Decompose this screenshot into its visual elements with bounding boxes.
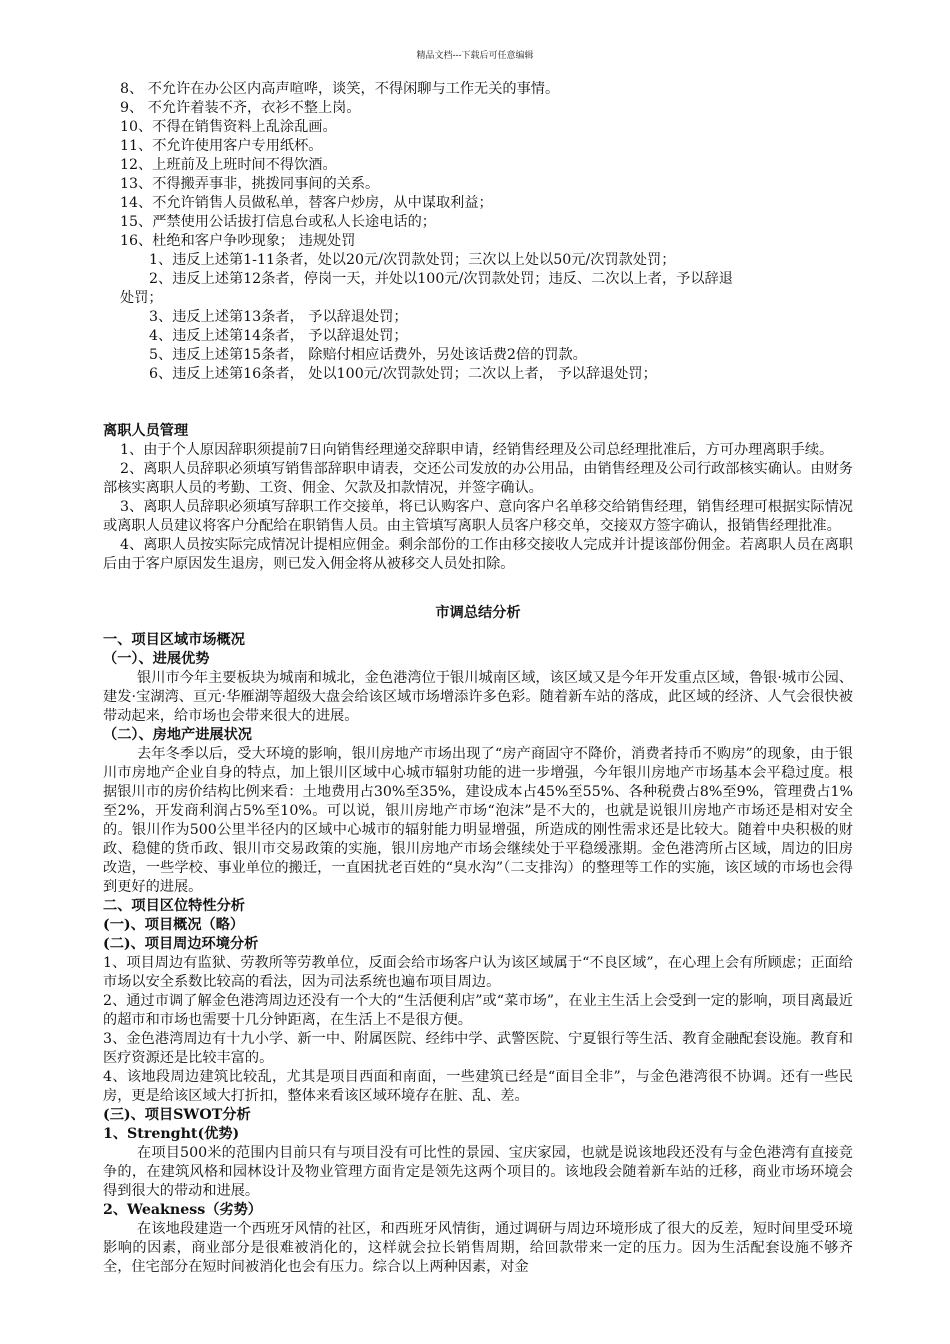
resign-item: 2、离职人员辞职必须填写销售部辞职申请表，交还公司发放的办公用品，由销售经理及公司行政部核实确认。由财务部核实离职人员的考勤、工资、佣金、欠款及扣款情况，并签字确认。 — [103, 461, 853, 496]
rule-item: 14、不允许销售人员做私单，替客户炒房，从中谋取利益； — [120, 195, 493, 211]
page-header: 精品文档---下载后可任意编辑 — [416, 51, 534, 61]
rules-list — [103, 80, 853, 251]
penalty-item: 4、违反上述第14条者， 予以辞退处罚； — [149, 328, 408, 344]
resign-item: 1、由于个人原因辞职须提前7日向销售经理递交辞职申请，经销售经理及公司总经理批准后，方可办理离职手续。 — [120, 442, 834, 458]
swot-strength-text: 在项目500米的范围内目前只有与项目没有可比性的景园、宝庆家园，也就是说该地段还没有与金色港湾有直接竞争的，在建筑风格和园林设计及物业管理方面肯定是领先这两个项目的。该地段会随着新车站的迁移，商业市场环境会得到很大的带动和进展。 — [103, 1145, 853, 1199]
paragraph-advantage: 银川市今年主要板块为城南和城北，金色港湾位于银川城南区域，该区域又是今年开发重点区域，鲁银·城市公园、建发·宝湖湾、亘元·华雁湖等超级大盘会给该区域市场增添许多色彩。随着新车站的落成，此区域的经济、人气会很快被带动起来，给市场也会带来很大的进展。 — [103, 670, 853, 724]
rule-item: 11、不允许使用客户专用纸杯。 — [120, 138, 323, 154]
penalty-item: 6、违反上述第16条者， 处以100元/次罚款处罚；二次以上者， 予以辞退处罚； — [149, 366, 657, 382]
penalty-item: 3、违反上述第13条者， 予以辞退处罚； — [149, 309, 408, 325]
rule-item: 8、 不允许在办公区内高声喧哗，谈笑，不得闲聊与工作无关的事情。 — [120, 81, 560, 97]
rule-item: 10、不得在销售资料上乱涂乱画。 — [120, 119, 337, 135]
rule-item: 9、 不允许着装不齐，衣衫不整上岗。 — [120, 100, 361, 116]
resign-item: 4、离职人员按实际完成情况计提相应佣金。剩余部份的工作由移交接收人完成并计提该部份佣金。若离职人员在离职后由于客户原因发生退房，则已发入佣金将从被移交人员处扣除。 — [103, 537, 853, 572]
penalty-item: 1、违反上述第1-11条者，处以20元/次罚款处罚；三次以上处以50元/次罚款处罚； — [149, 252, 676, 268]
subheading-environment: (二)、项目周边环境分析 — [103, 936, 259, 952]
subheading-advantage: （一）、进展优势 — [103, 651, 210, 667]
penalty-item-continuation: 处罚； — [120, 290, 163, 306]
penalty-item: 2、违反上述第12条者，停岗一天，并处以100元/次罚款处罚；违反、二次以上者，予以辞退 — [149, 271, 733, 287]
penalty-item: 5、违反上述第15条者， 除赔付相应话费外，另处该话费2倍的罚款。 — [149, 347, 587, 363]
rule-item: 16、杜绝和客户争吵现象； 违规处罚 — [120, 233, 356, 249]
subheading-realestate: （二）、房地产进展状况 — [103, 727, 252, 743]
environment-item: 4、该地段周边建筑比较乱，尤其是项目西面和南面，一些建筑已经是“面目全非”，与金色港湾很不协调。还有一些民房，更是给该区域大打折扣，整体来看该区域环境存在脏、乱、差。 — [103, 1069, 853, 1104]
section-title-resign: 离职人员管理 — [103, 423, 189, 439]
rule-item: 12、上班前及上班时间不得饮酒。 — [120, 157, 337, 173]
paragraph-realestate: 去年冬季以后，受大环境的影响，银川房地产市场出现了“房产商固守不降价，消费者持币不购房”的现象，由于银川市房地产企业自身的特点，加上银川区域中心城市辐射功能的进一步增强，今年银川房地产市场基本会平稳过度。根据银川市的房价结构比例来看：土地费用占30%至35%，建设成本占45%至55%、各种税费占8%至9%，管理费占1%至2%，开发商利润占5%至10%。可以说，银川房地产市场“泡沫”是不大的，也就是说银川房地产市场还是相对安全的。银川作为500公里半径内的区域中心城市的辐射能力明显增强，所造成的刚性需求还是比较大。随着中央积极的财政、稳健的货币政、银川市交易政策的实施，银川房地产市场会继续处于平稳缓涨期。金色港湾所占区域，周边的旧房改造，一些学校、事业单位的搬迁，一直困扰老百姓的“臭水沟”（二支排沟）的整理等工作的实施，该区域的市场也会得到更好的进展。 — [103, 746, 853, 895]
swot-strength-title: 1、Strenght(优势) — [103, 1126, 240, 1142]
section-title-survey: 市调总结分析 — [435, 605, 521, 621]
document-body — [103, 80, 853, 1277]
heading-market-overview: 一、项目区域市场概况 — [103, 632, 245, 648]
environment-item: 2、通过市调了解金色港湾周边还没有一个大的“生活便利店”或“菜市场”，在业主生活上会受到一定的影响，项目离最近的超市和市场也需要十几分钟距离，在生活上不是很方便。 — [103, 993, 853, 1028]
rule-item: 13、不得搬弄事非，挑拨同事间的关系。 — [120, 176, 380, 192]
heading-location-analysis: 二、项目区位特性分析 — [103, 898, 245, 914]
rule-item: 15、严禁使用公话拔打信息台或私人长途电话的； — [120, 214, 436, 230]
swot-weakness-title: 2、Weakness（劣势） — [103, 1202, 262, 1218]
subheading-project-overview: (一)、项目概况（略） — [103, 917, 245, 933]
swot-weakness-text: 在该地段建造一个西班牙风情的社区，和西班牙风情街，通过调研与周边环境形成了很大的反差，短时间里受环境影响的因素，商业部分是很难被消化的，这样就会拉长销售周期，给回款带来一定的压力。因为生活配套设施不够齐全，住宅部分在短时间被消化也会有压力。综合以上两种因素，对金 — [103, 1221, 853, 1275]
resign-item: 3、离职人员辞职必须填写辞职工作交接单，将已认购客户、意向客户名单移交给销售经理，销售经理可根据实际情况或离职人员建议将客户分配给在职销售人员。由主管填写离职人员客户移交单，交接双方签字确认，报销售经理批准。 — [103, 499, 853, 534]
penalty-list — [103, 251, 853, 384]
environment-item: 3、金色港湾周边有十九小学、新一中、附属医院、经纬中学、武警医院、宁夏银行等生活、教育金融配套设施。教育和医疗资源还是比较丰富的。 — [103, 1031, 853, 1066]
environment-item: 1、项目周边有监狱、劳教所等劳教单位，反面会给市场客户认为该区域属于“不良区域”，在心理上会有所顾虑；正面给市场以安全系数比较高的看法，因为司法系统也遍布项目周边。 — [103, 955, 853, 990]
subheading-swot: (三)、项目SWOT分析 — [103, 1107, 251, 1123]
